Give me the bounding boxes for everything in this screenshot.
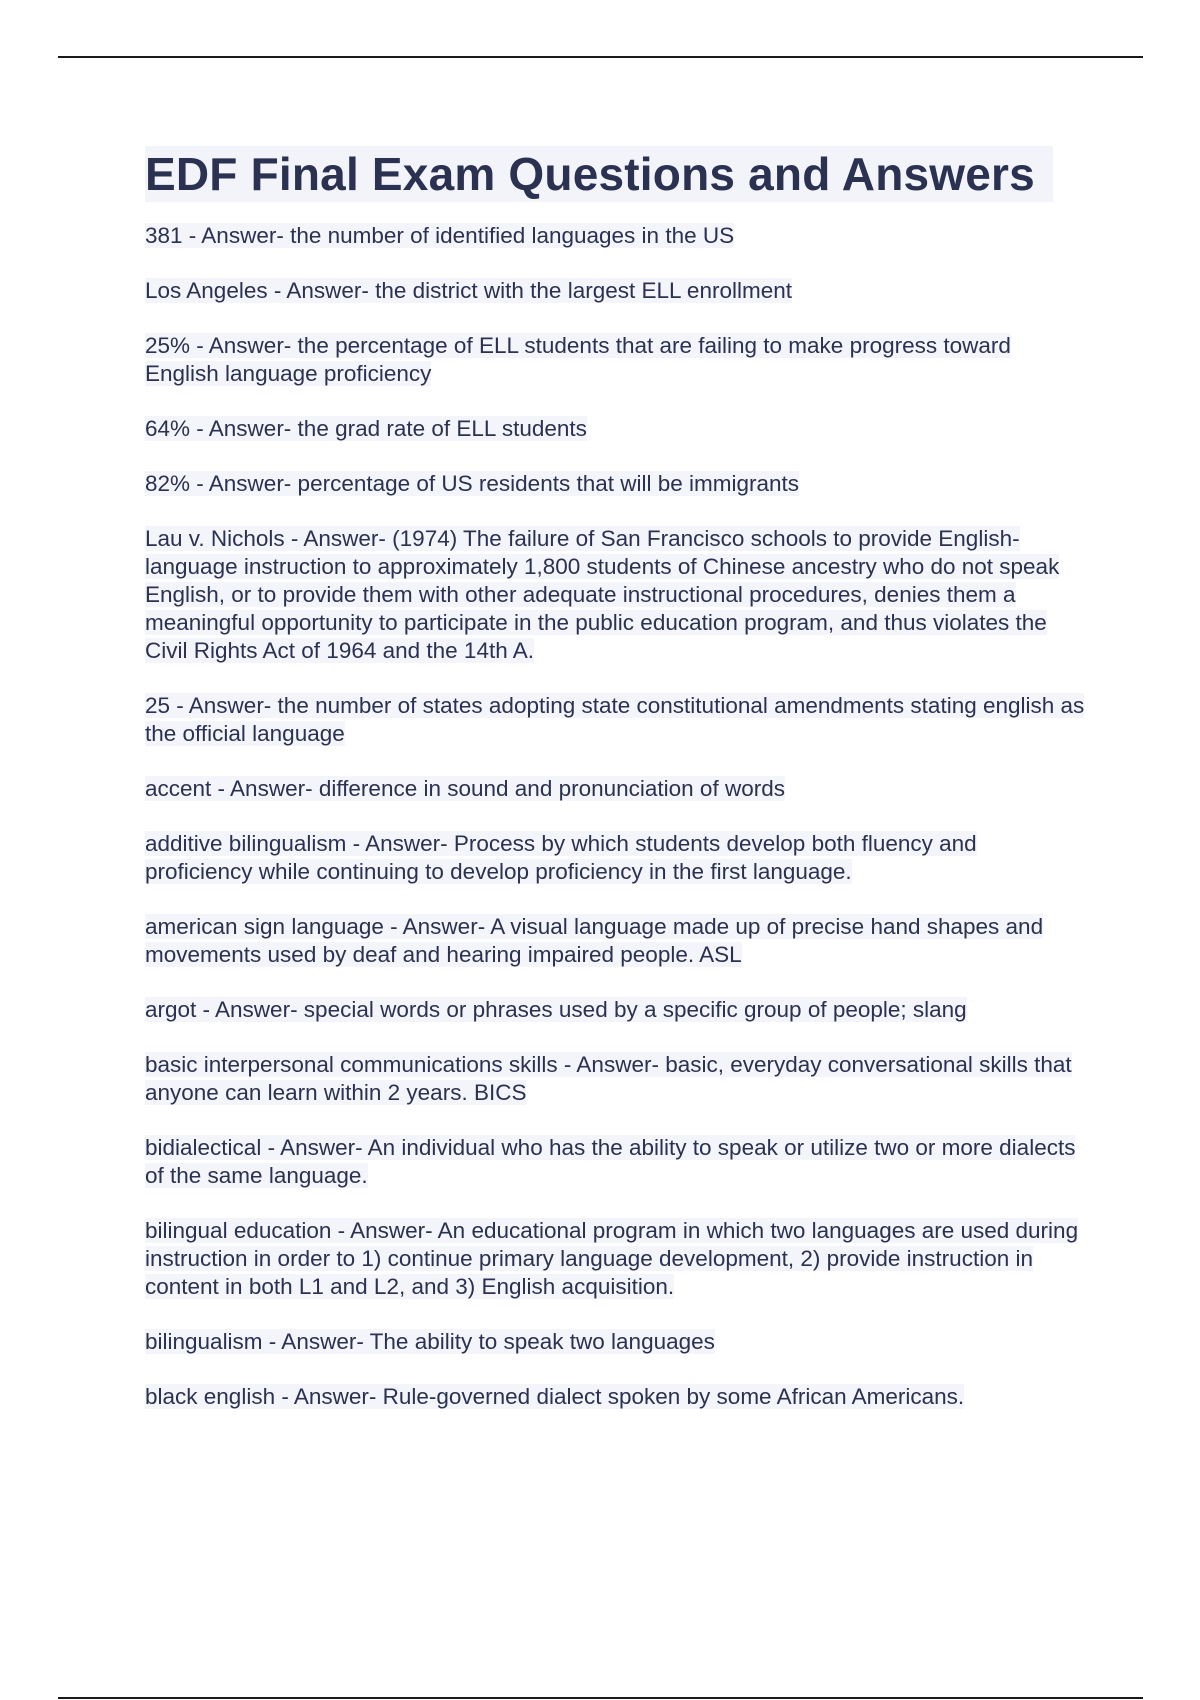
qa-text: bilingual education - Answer- An educational program in which two languages are used during instruction in order to 1) continue primary language development, 2) provide instruction in content in both L1 and L2, and 3) English acquisition. — [145, 1218, 1079, 1299]
qa-item — [145, 692, 1090, 748]
qa-item — [145, 415, 1090, 443]
qa-text: Lau v. Nichols - Answer- (1974) The failure of San Francisco schools to provide English-language instruction to approximately 1,800 students of Chinese ancestry who do not speak English, or to provide them with other adequate instructional procedures, denies them a meaningful opportunity to participate in the public education program, and thus violates the Civil Rights Act of 1964 and the 14th A. — [145, 526, 1060, 663]
qa-item — [145, 996, 1090, 1024]
qa-text: basic interpersonal communications skills - Answer- basic, everyday conversational skills that anyone can learn within 2 years. BICS — [145, 1052, 1072, 1105]
qa-text: accent - Answer- difference in sound and pronunciation of words — [145, 776, 785, 801]
qa-text: bidialectical - Answer- An individual who has the ability to speak or utilize two or more dialects of the same language. — [145, 1135, 1076, 1188]
qa-text: black english - Answer- Rule-governed dialect spoken by some African Americans. — [145, 1384, 965, 1409]
qa-text: 82% - Answer- percentage of US residents that will be immigrants — [145, 471, 800, 496]
qa-item — [145, 525, 1090, 665]
qa-item — [145, 277, 1090, 305]
qa-item — [145, 830, 1090, 886]
qa-item — [145, 1051, 1090, 1107]
qa-text: 64% - Answer- the grad rate of ELL students — [145, 416, 587, 441]
qa-item — [145, 222, 1090, 250]
qa-text: 25% - Answer- the percentage of ELL students that are failing to make progress toward English language proficiency — [145, 333, 1011, 386]
qa-text: argot - Answer- special words or phrases used by a specific group of people; slang — [145, 997, 967, 1022]
bottom-rule — [58, 1697, 1143, 1699]
qa-item — [145, 1217, 1090, 1301]
qa-item — [145, 913, 1090, 969]
qa-item — [145, 332, 1090, 388]
qa-text: american sign language - Answer- A visual language made up of precise hand shapes and movements used by deaf and hearing impaired people. ASL — [145, 914, 1044, 967]
qa-item — [145, 470, 1090, 498]
top-rule — [58, 56, 1143, 58]
qa-text: Los Angeles - Answer- the district with the largest ELL enrollment — [145, 278, 792, 303]
qa-text: 25 - Answer- the number of states adopting state constitutional amendments stating english as the official language — [145, 693, 1085, 746]
qa-list — [145, 222, 1090, 1411]
qa-item — [145, 775, 1090, 803]
qa-text: additive bilingualism - Answer- Process by which students develop both fluency and proficiency while continuing to develop proficiency in the first language. — [145, 831, 977, 884]
qa-text: 381 - Answer- the number of identified languages in the US — [145, 223, 735, 248]
page-title: EDF Final Exam Questions and Answers — [145, 146, 1053, 202]
document-body — [145, 146, 1090, 1438]
qa-item — [145, 1328, 1090, 1356]
qa-item — [145, 1134, 1090, 1190]
qa-item — [145, 1383, 1090, 1411]
qa-text: bilingualism - Answer- The ability to speak two languages — [145, 1329, 715, 1354]
